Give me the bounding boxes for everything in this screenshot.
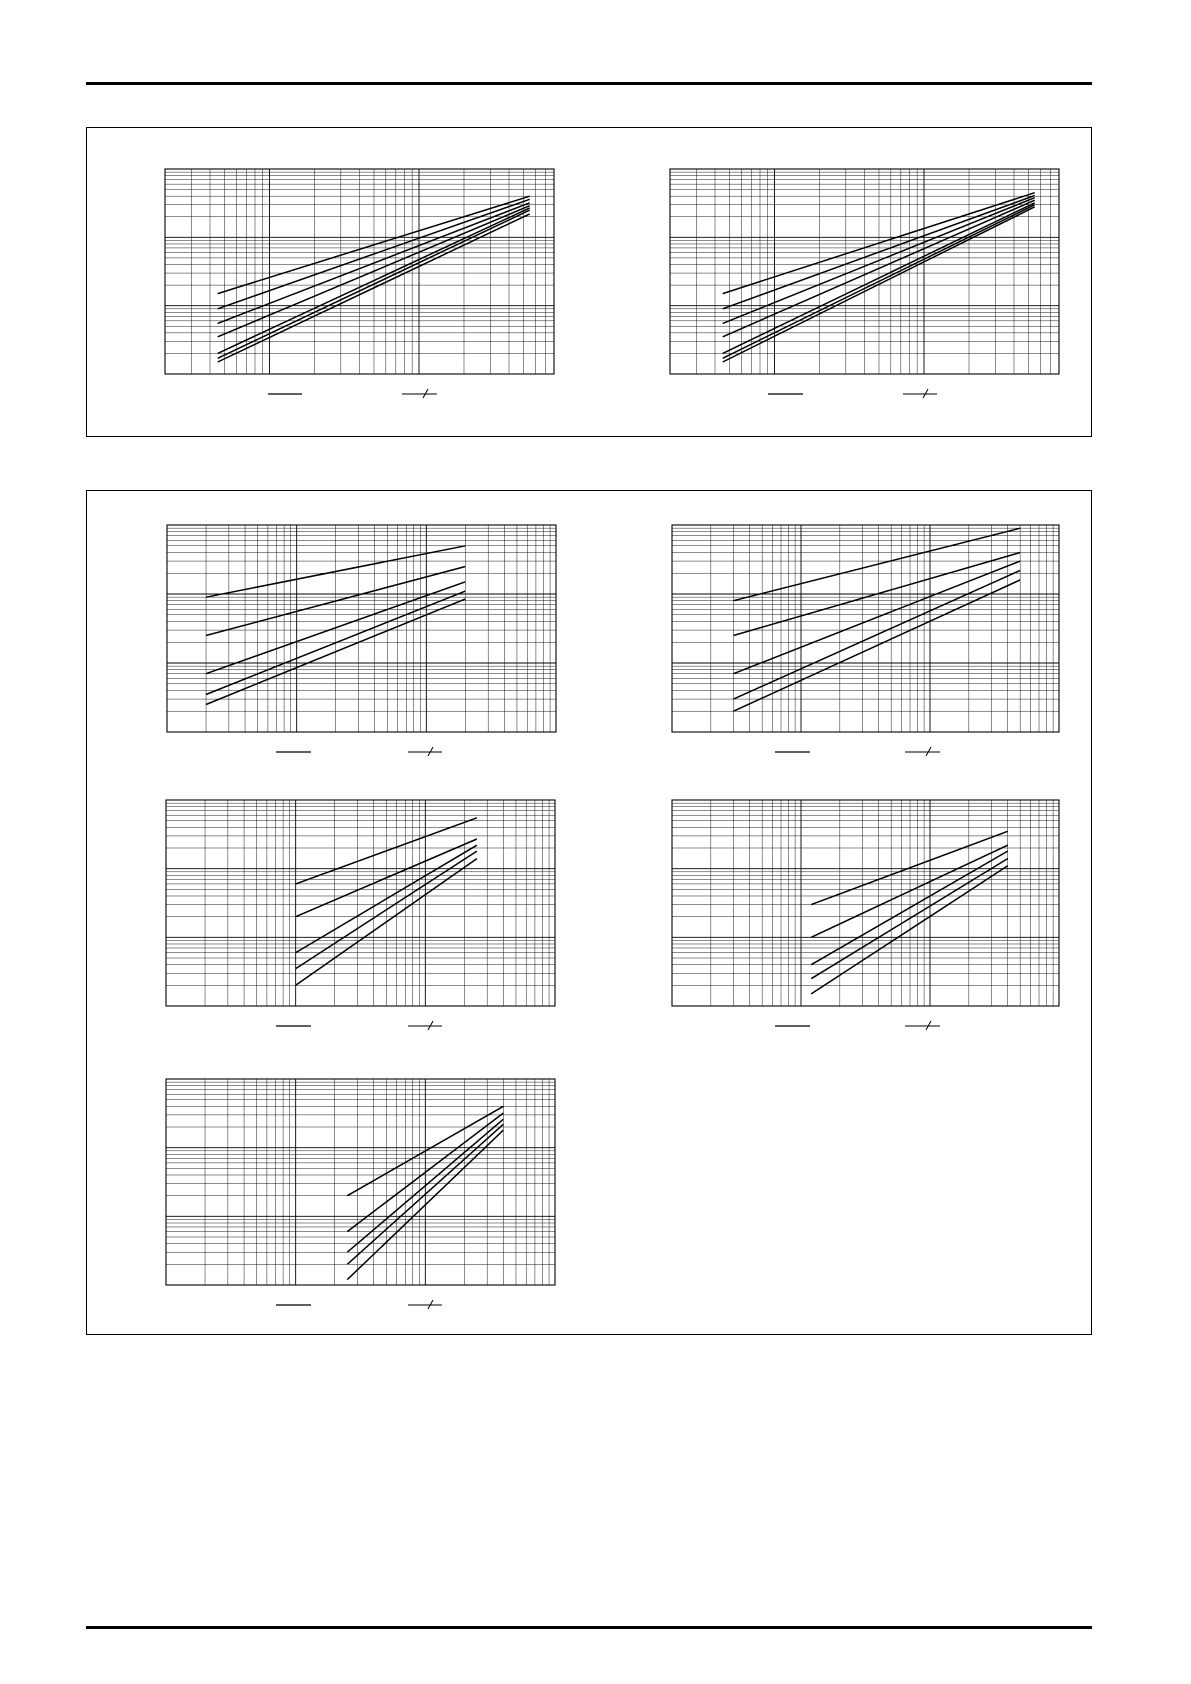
- series-line-4: [811, 859, 1008, 979]
- series-line-5: [218, 208, 530, 354]
- chart-panel-1: [165, 169, 554, 398]
- series-line-6: [723, 205, 1035, 359]
- chart-panel-5: [166, 800, 555, 1030]
- series-line-2: [218, 199, 530, 308]
- series-line-7: [218, 214, 530, 362]
- chart-panel-6: [672, 800, 1059, 1030]
- series-line-5: [734, 580, 1021, 711]
- chart-panel-7: [166, 1079, 555, 1309]
- chart-panel-3: [167, 525, 556, 756]
- series-line-5: [811, 866, 1008, 994]
- series-line-1: [218, 196, 530, 293]
- series-line-2: [723, 196, 1035, 309]
- series-line-2: [811, 845, 1008, 937]
- plot-area: [167, 525, 556, 732]
- series-line-6: [218, 210, 530, 358]
- plot-area: [672, 800, 1059, 1006]
- chart-panel-4: [672, 525, 1059, 756]
- series-line-4: [218, 206, 530, 337]
- plot-area: [166, 800, 555, 1006]
- plot-area: [672, 525, 1059, 732]
- chart-panel-2: [670, 169, 1059, 398]
- series-line-3: [734, 561, 1021, 674]
- series-line-7: [723, 207, 1035, 362]
